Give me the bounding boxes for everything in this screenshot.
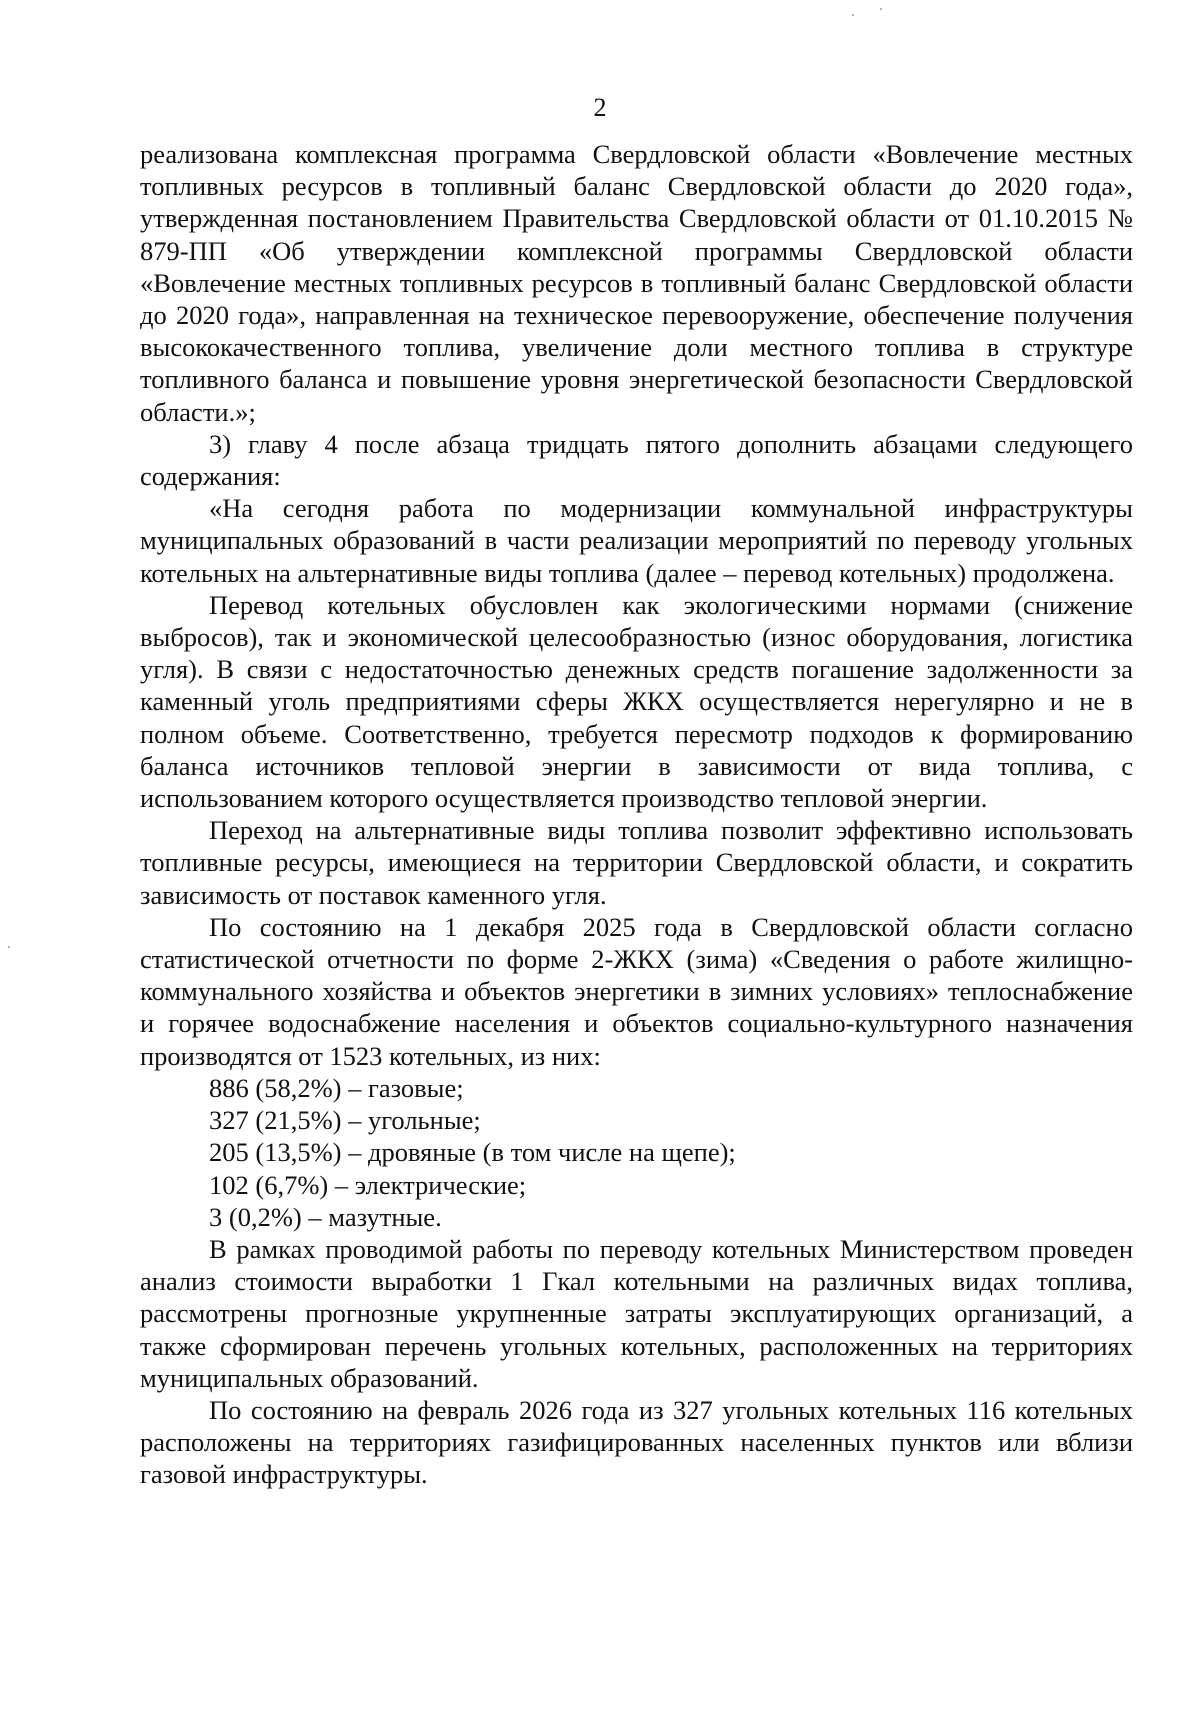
scan-speck xyxy=(852,14,854,16)
paragraph-modernization: «На сегодня работа по модернизации коммунальной инфраструктуры муниципальных образований в части реализации мероприятий по переводу угольных котельных на альтернативные виды топлива (далее – перевод котельных) продолжена. xyxy=(140,493,1133,588)
list-item-coal: 327 (21,5%) – угольные; xyxy=(209,1105,481,1136)
page-number: 2 xyxy=(593,93,607,122)
paragraph-statistics: По состоянию на 1 декабря 2025 года в Свердловской области согласно статистической отчетности по форме 2-ЖКХ (зима) «Сведения о работе жилищно-коммунального хозяйства и объектов энергетики в зимних условиях» теплоснабжение и горячее водоснабжение населения и объектов социально-культурного назначения производятся от 1523 котельных, из них: xyxy=(140,911,1133,1071)
paragraph-gasified-settlements: По состоянию на февраль 2026 года из 327 угольных котельных 116 котельных расположены на территориях газифицированных населенных пунктов или вблизи газовой инфраструктуры. xyxy=(140,1394,1133,1490)
list-item-gas: 886 (58,2%) – газовые; xyxy=(209,1072,464,1103)
document-body xyxy=(140,138,1133,1491)
paragraph-conversion-reasons: Перевод котельных обусловлен как экологическими нормами (снижение выбросов), так и экономической целесообразностью (износ оборудования, логистика угля). В связи с недостаточностью денежных средств погашение задолженности за каменный уголь предприятиями сферы ЖКХ осуществляется нерегулярно и не в полном объеме. Соответственно, требуется пересмотр подходов к формированию баланса источников тепловой энергии в зависимости от вида топлива, с использованием которого осуществляется производство тепловой энергии. xyxy=(140,589,1133,814)
list-item-electric: 102 (6,7%) – электрические; xyxy=(209,1169,527,1200)
paragraph-analysis: В рамках проводимой работы по переводу котельных Министерством проведен анализ стоимости выработки 1 Гкал котельными на различных видах топлива, рассмотрены прогнозные укрупненные затраты эксплуатирующих организаций, а также сформирован перечень угольных котельных, расположенных на территориях муниципальных образований. xyxy=(140,1233,1133,1393)
paragraph-alternative-fuels: Переход на альтернативные виды топлива позволит эффективно использовать топливные ресурсы, имеющиеся на территории Свердловской области, и сократить зависимость от поставок каменного угля. xyxy=(140,815,1133,910)
list-item-wood: 205 (13,5%) – дровяные (в том числе на щепе); xyxy=(209,1137,736,1168)
list-item-fuel-oil: 3 (0,2%) – мазутные. xyxy=(209,1201,442,1232)
scan-speck xyxy=(880,8,882,10)
paragraph-amendment-item-3: 3) главу 4 после абзаца тридцать пятого дополнить абзацами следующего содержания: xyxy=(140,428,1133,492)
paragraph-continuation: реализована комплексная программа Свердловской области «Вовлечение местных топливных ресурсов в топливный баланс Свердловской области до 2020 года», утвержденная постановлением Правительства Свердловской области от 01.10.2015 № 879-ПП «Об утверждении комплексной программы Свердловской области «Вовлечение местных топливных ресурсов в топливный баланс Свердловской области до 2020 года», направленная на техническое перевооружение, обеспечение получения высококачественного топлива, увеличение доли местного топлива в структуре топливного баланса и повышение уровня энергетической безопасности Свердловской области.»; xyxy=(140,139,1133,427)
scan-speck xyxy=(8,946,10,948)
